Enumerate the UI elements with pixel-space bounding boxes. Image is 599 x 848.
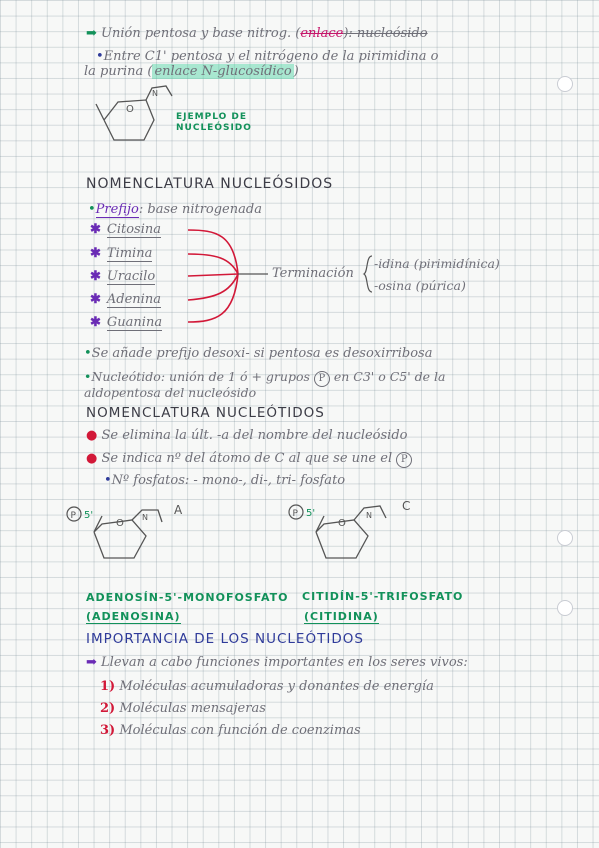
svg-text:O: O (116, 518, 124, 529)
binder-hole (557, 530, 573, 546)
base-timina: ✱ Timina (90, 246, 153, 261)
star-icon: ✱ (90, 222, 101, 237)
abbr-citidina: (CITIDINA) (304, 610, 379, 623)
svg-text:O: O (338, 518, 346, 529)
prefix-line: •Prefijo: base nitrogenada (88, 202, 262, 217)
intro-line-2: •Entre C1' pentosa y el nitrógeno de la pirimidina o (96, 49, 439, 64)
star-icon: ✱ (90, 269, 101, 284)
base-label: A (174, 503, 183, 517)
phosphate-label: P (70, 511, 76, 521)
importancia-item-2: 2) Moléculas mensajeras (100, 701, 266, 716)
nucleotide-structure-a (62, 496, 202, 586)
nucleotide-structure-c (284, 496, 424, 586)
nucleotidos-bullet-1: ● Se elimina la últ. -a del nombre del nucleósido (86, 428, 408, 443)
bullet-icon: • (96, 49, 104, 64)
heading-importancia: IMPORTANCIA DE LOS NUCLEÓTIDOS (86, 631, 364, 647)
ending-idina: -idina (pirimidínica) (374, 256, 500, 271)
example-label: EJEMPLO DE NUCLEÓSIDO (176, 112, 252, 133)
abbr-adenosina: (ADENOSINA) (86, 610, 181, 623)
star-icon: ✱ (90, 315, 101, 330)
green-arrow-icon: ➡ (86, 26, 97, 41)
importancia-item-1: 1) Moléculas acumuladoras y donantes de energía (100, 679, 434, 694)
nucleoside-sketch (96, 82, 186, 152)
nucleotidos-bullet-3: •Nº fosfatos: - mono-, di-, tri- fosfato (104, 473, 346, 488)
note-nucleotido-cont: aldopentosa del nucleósido (84, 385, 257, 400)
terminacion-label: Terminación (272, 266, 354, 281)
name-adenosin: ADENOSÍN-5'-MONOFOSFATO (86, 591, 289, 604)
base-label: C (402, 499, 411, 513)
importancia-intro: ➡ Llevan a cabo funciones importantes en los seres vivos: (86, 655, 468, 670)
heading-nucleotidos: NOMENCLATURA NUCLEÓTIDOS (86, 405, 325, 421)
phosphate-circle: P (314, 371, 330, 387)
binder-hole (557, 600, 573, 616)
importancia-item-3: 3) Moléculas con función de coenzimas (100, 723, 361, 738)
star-icon: ✱ (90, 292, 101, 307)
note-nucleotido: •Nucleótido: unión de 1 ó + grupos P en C3' o C5' de la (84, 369, 445, 387)
position-label: 5' (306, 508, 316, 519)
intro-line-1: ➡ Unión pentosa y base nitrog. (enlace): nucleósido (86, 26, 428, 41)
binder-hole (557, 76, 573, 92)
bases-bracket-lines (186, 226, 276, 326)
svg-text:N: N (142, 513, 148, 522)
base-citosina: ✱ Citosina (90, 222, 162, 237)
nucleotidos-bullet-2: ● Se indica nº del átomo de C al que se une el P (86, 451, 412, 468)
heading-nucleosidos: NOMENCLATURA NUCLEÓSIDOS (86, 176, 334, 192)
svg-text:N: N (366, 511, 372, 520)
bullet-icon: • (84, 369, 92, 384)
base-adenina: ✱ Adenina (90, 292, 161, 307)
bullet-icon: • (88, 202, 96, 217)
ending-osina: -osina (púrica) (374, 278, 466, 293)
bullet-icon: • (84, 346, 92, 361)
base-guanina: ✱ Guanina (90, 315, 163, 330)
phosphate-label: P (292, 509, 298, 519)
bullet-icon: • (104, 473, 112, 488)
name-citidin: CITIDÍN-5'-TRIFOSFATO (302, 590, 464, 603)
phosphate-circle: P (396, 452, 412, 468)
bullet-icon: ● (86, 451, 98, 466)
ending-brace (362, 254, 374, 294)
position-label: 5' (84, 510, 94, 521)
svg-text:O: O (126, 104, 134, 115)
highlighted-term: enlace N-glucosídico (154, 64, 292, 79)
bullet-icon: ● (86, 428, 98, 443)
base-uracilo: ✱ Uracilo (90, 269, 156, 284)
purple-arrow-icon: ➡ (86, 655, 97, 670)
intro-line-3: la purina ( enlace N-glucosídico ) (84, 64, 299, 79)
star-icon: ✱ (90, 246, 101, 261)
svg-text:N: N (152, 89, 158, 98)
note-desoxi: •Se añade prefijo desoxi- si pentosa es desoxirribosa (84, 346, 433, 361)
